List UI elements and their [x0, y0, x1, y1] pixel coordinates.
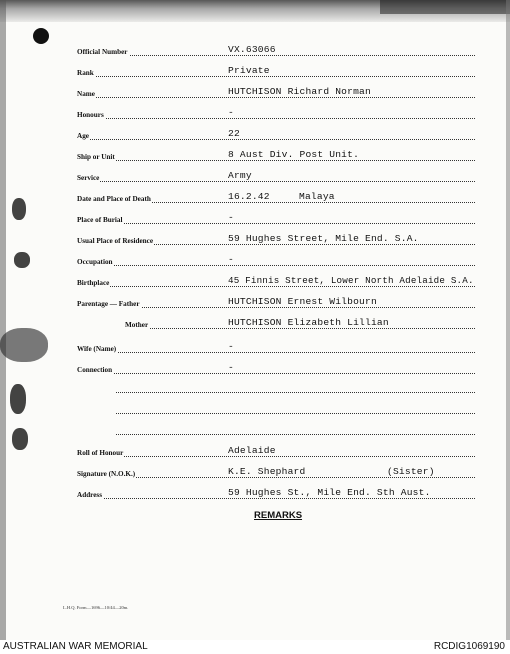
- archive-name: AUSTRALIAN WAR MEMORIAL: [3, 641, 148, 652]
- scan-top-shadow: [380, 0, 510, 14]
- field-label: Official Number: [77, 48, 128, 56]
- field-label: Honours: [77, 111, 104, 119]
- field-value: 16.2.42: [228, 191, 270, 202]
- field-label: Birthplace: [77, 279, 110, 287]
- field-roll-of-honour: [77, 445, 475, 459]
- field-date-place-of-death: [77, 191, 475, 205]
- field-value: K.E. Shephard: [228, 466, 306, 477]
- field-ship-or-unit: [77, 149, 475, 163]
- field-name: [77, 86, 475, 100]
- field-label: Roll of Honour: [77, 449, 124, 457]
- field-value: 59 Hughes St., Mile End. Sth Aust.: [228, 487, 431, 498]
- field-occupation: [77, 254, 475, 268]
- field-birthplace: [77, 275, 475, 289]
- field-wife: [77, 341, 475, 355]
- field-value: 8 Aust Div. Post Unit.: [228, 149, 360, 160]
- field-connection: [77, 362, 475, 376]
- field-value: Private: [228, 65, 270, 76]
- field-label: Address: [77, 491, 103, 499]
- field-label: Service: [77, 174, 100, 182]
- field-value: 22: [228, 128, 240, 139]
- field-usual-residence: [77, 233, 475, 247]
- blank-line: [116, 413, 475, 414]
- field-service: [77, 170, 475, 184]
- field-father: [77, 296, 475, 310]
- field-honours: [77, 107, 475, 121]
- field-label: Occupation: [77, 258, 113, 266]
- field-value: Adelaide: [228, 445, 276, 456]
- field-label: Signature (N.O.K.): [77, 470, 136, 478]
- remarks-heading: REMARKS: [254, 510, 303, 521]
- ink-blot: [12, 198, 26, 220]
- field-value-relation: (Sister): [387, 466, 435, 477]
- field-signature-nok: [77, 466, 475, 480]
- blank-line: [116, 392, 475, 393]
- punch-hole-icon: [33, 28, 49, 44]
- field-label: Parentage — Father: [77, 300, 140, 308]
- field-label: Wife (Name): [77, 345, 117, 353]
- field-value-place: Malaya: [299, 191, 335, 202]
- field-age: [77, 128, 475, 142]
- field-value: Army: [228, 170, 252, 181]
- ink-smudge: [0, 328, 48, 362]
- field-value: 45 Finnis Street, Lower North Adelaide S.A.: [228, 275, 474, 286]
- field-mother: [77, 317, 475, 331]
- field-value: -: [228, 341, 234, 352]
- ink-blot: [14, 252, 30, 268]
- scan-left-edge: [0, 0, 6, 640]
- field-label: Rank: [77, 69, 94, 77]
- field-label: Mother: [125, 321, 149, 329]
- field-place-of-burial: [77, 212, 475, 226]
- scan-right-edge: [506, 0, 510, 640]
- field-label: Ship or Unit: [77, 153, 115, 161]
- field-label: Age: [77, 132, 89, 140]
- field-value: -: [228, 212, 234, 223]
- field-rank: [77, 65, 475, 79]
- field-value: -: [228, 362, 234, 373]
- archive-reference: RCDIG1069190: [433, 641, 505, 652]
- field-value: -: [228, 107, 234, 118]
- field-label: Date and Place of Death: [77, 195, 151, 203]
- field-value: HUTCHISON Elizabeth Lillian: [228, 317, 389, 328]
- field-value: 59 Hughes Street, Mile End. S.A.: [228, 233, 419, 244]
- field-label: Name: [77, 90, 95, 98]
- form-code: L.H.Q. Form—1696—10/44—20m.: [63, 605, 129, 610]
- blank-line: [116, 434, 475, 435]
- field-value: VX.63066: [228, 44, 276, 55]
- field-official-number: [77, 44, 475, 58]
- field-label: Place of Burial: [77, 216, 123, 224]
- field-label: Usual Place of Residence: [77, 237, 154, 245]
- field-address: [77, 487, 475, 501]
- field-label: Connection: [77, 366, 113, 374]
- field-value: -: [228, 254, 234, 265]
- ink-blot: [12, 428, 28, 450]
- archive-footer: [0, 640, 510, 654]
- ink-blot: [10, 384, 26, 414]
- field-value: HUTCHISON Richard Norman: [228, 86, 371, 97]
- field-value: HUTCHISON Ernest Wilbourn: [228, 296, 377, 307]
